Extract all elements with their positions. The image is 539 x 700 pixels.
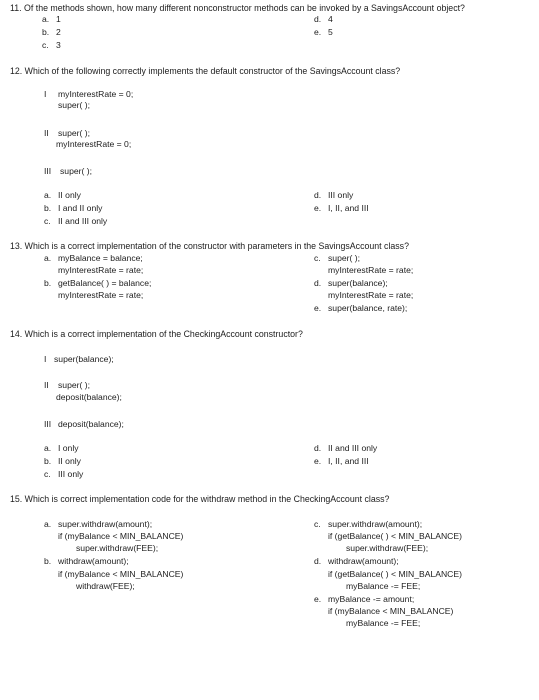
question-11-text: 11. Of the methods shown, how many different nonconstructor methods can be invoked by a SavingsAccount object?: [10, 3, 465, 13]
q14-roman-ii: II super( );: [44, 380, 90, 390]
q14-option-d: d. II and III only: [314, 443, 378, 453]
q12-option-d: d. III only: [314, 190, 354, 200]
q13-option-e: e. super(balance, rate);: [314, 303, 408, 313]
q13-option-a-line2: myInterestRate = rate;: [58, 265, 144, 275]
q11-option-b: b. 2: [42, 27, 61, 37]
q12-option-a: a. II only: [44, 190, 81, 200]
q13-option-b: b. getBalance( ) = balance;: [44, 278, 152, 288]
q13-option-a: a. myBalance = balance;: [44, 253, 143, 263]
q11-option-e: e. 5: [314, 27, 333, 37]
q12-option-e: e. I, II, and III: [314, 203, 369, 213]
q15-option-e-line3: myBalance -= FEE;: [346, 618, 421, 628]
q15-option-c-line3: super.withdraw(FEE);: [346, 543, 429, 553]
q15-option-a-line3: super.withdraw(FEE);: [76, 543, 159, 553]
q15-option-e-line2: if (myBalance < MIN_BALANCE): [328, 606, 454, 616]
q15-option-b-line3: withdraw(FEE);: [76, 581, 135, 591]
q15-option-e: e. myBalance -= amount;: [314, 594, 415, 604]
q13-option-c-line2: myInterestRate = rate;: [328, 265, 414, 275]
q11-option-a: a. 1: [42, 14, 61, 24]
q15-option-b: b. withdraw(amount);: [44, 556, 129, 566]
q12-roman-i-line2: super( );: [58, 100, 90, 110]
q14-option-e: e. I, II, and III: [314, 456, 369, 466]
q14-option-b: b. II only: [44, 456, 81, 466]
q12-roman-i: I myInterestRate = 0;: [44, 89, 134, 99]
q11-option-d: d. 4: [314, 14, 333, 24]
q14-roman-i: I super(balance);: [44, 354, 114, 364]
question-15-text: 15. Which is correct implementation code for the withdraw method in the CheckingAccount class?: [10, 494, 390, 504]
q15-option-d-line3: myBalance -= FEE;: [346, 581, 421, 591]
q12-option-c: c. II and III only: [44, 216, 108, 226]
q14-roman-iii: III deposit(balance);: [44, 419, 124, 429]
q15-option-b-line2: if (myBalance < MIN_BALANCE): [58, 569, 184, 579]
question-14-text: 14. Which is a correct implementation of the CheckingAccount constructor?: [10, 329, 303, 339]
q15-option-a-line2: if (myBalance < MIN_BALANCE): [58, 531, 184, 541]
q14-option-a: a. I only: [44, 443, 79, 453]
q13-option-d: d. super(balance);: [314, 278, 388, 288]
q15-option-c-line2: if (getBalance( ) < MIN_BALANCE): [328, 531, 462, 541]
q13-option-b-line2: myInterestRate = rate;: [58, 290, 144, 300]
q15-option-a: a. super.withdraw(amount);: [44, 519, 153, 529]
q12-roman-iii: III super( );: [44, 166, 92, 176]
q13-option-c: c. super( );: [314, 253, 360, 263]
q12-option-b: b. I and II only: [44, 203, 103, 213]
question-13-text: 13. Which is a correct implementation of the constructor with parameters in the SavingsAccount class?: [10, 241, 409, 251]
q15-option-d-line2: if (getBalance( ) < MIN_BALANCE): [328, 569, 462, 579]
q12-roman-ii-line2: myInterestRate = 0;: [56, 139, 132, 149]
q14-option-c: c. III only: [44, 469, 84, 479]
q14-roman-ii-line2: deposit(balance);: [56, 392, 122, 402]
question-12-text: 12. Which of the following correctly implements the default constructor of the SavingsAccount class?: [10, 66, 401, 76]
q13-option-d-line2: myInterestRate = rate;: [328, 290, 414, 300]
q12-roman-ii: II super( );: [44, 128, 90, 138]
q15-option-d: d. withdraw(amount);: [314, 556, 399, 566]
q15-option-c: c. super.withdraw(amount);: [314, 519, 423, 529]
q11-option-c: c. 3: [42, 40, 61, 50]
